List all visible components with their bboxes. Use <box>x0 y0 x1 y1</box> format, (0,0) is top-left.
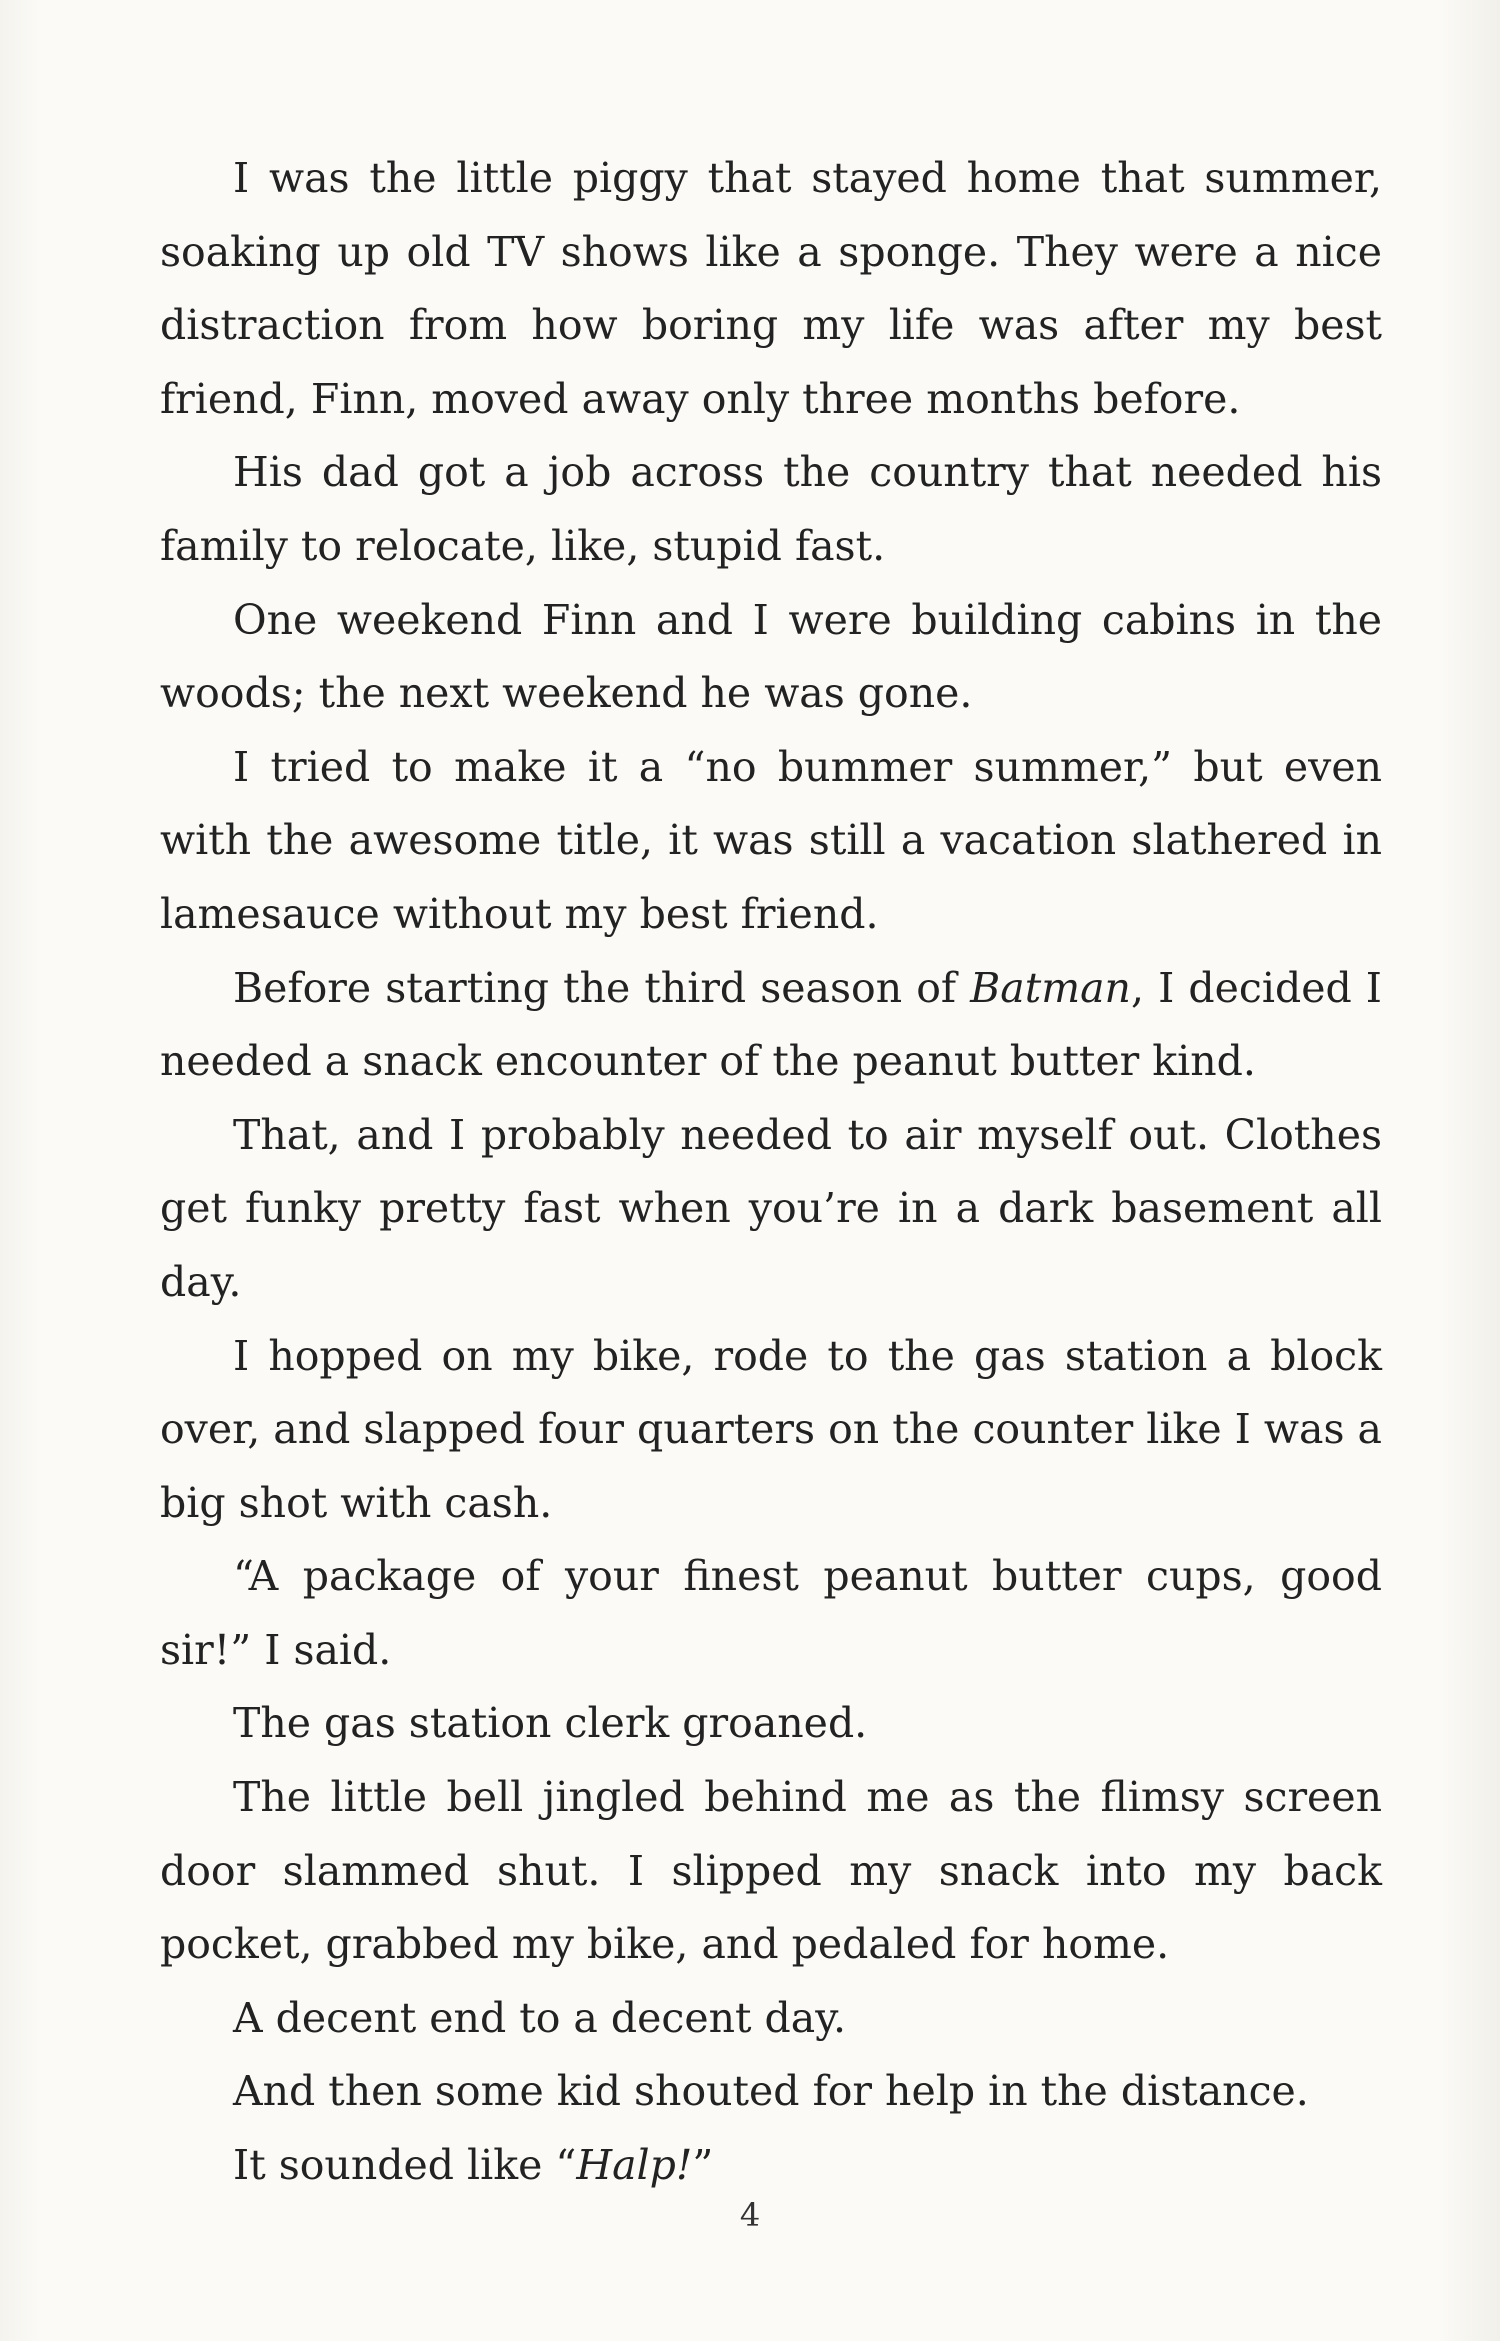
paragraph: The little bell jingled behind me as the flimsy screen door slammed shut. I slipped my snack into my back pocket, grabbed my bike, and pedaled for home. <box>160 1773 1382 1969</box>
paragraph <box>160 952 1382 1099</box>
paragraph-text: Before starting the third season of <box>233 963 971 1012</box>
paragraph: His dad got a job across the country that needed his family to relocate, like, stupid fast. <box>160 448 1382 570</box>
paragraph-text: It sounded like “ <box>233 2141 577 2190</box>
paragraph: The gas station clerk groaned. <box>233 1699 868 1748</box>
paragraph-text: ” <box>692 2141 714 2190</box>
paragraph: A decent end to a decent day. <box>233 1993 846 2042</box>
paragraph: I was the little piggy that stayed home that summer, soaking up old TV shows like a sponge. They were a nice distraction from how boring my life was after my best friend, Finn, moved away only three months before. <box>160 154 1382 423</box>
paragraph: I tried to make it a “no bummer summer,” but even with the awesome title, it was still a vacation slathered in lamesauce without my best friend. <box>160 742 1382 938</box>
italic-title: Batman <box>970 963 1131 1012</box>
paragraph-text: , I decided I needed a snack encounter of the peanut butter kind. <box>160 963 1382 1086</box>
paragraph: And then some kid shouted for help in the distance. <box>233 2067 1309 2116</box>
paragraph: I hopped on my bike, rode to the gas station a block over, and slapped four quarters on the counter like I was a big shot with cash. <box>160 1331 1382 1527</box>
paragraph <box>160 2129 1382 2203</box>
paragraph: “A package of your finest peanut butter cups, good sir!” I said. <box>160 1552 1382 1674</box>
page-number: 4 <box>739 2196 761 2234</box>
paragraph: One weekend Finn and I were building cabins in the woods; the next weekend he was gone. <box>160 595 1382 718</box>
body-text <box>160 142 1382 2203</box>
italic-exclamation: Halp! <box>576 2141 693 2190</box>
paragraph: That, and I probably needed to air myself out. Clothes get funky pretty fast when you’re in a dark basement all day. <box>160 1110 1382 1306</box>
